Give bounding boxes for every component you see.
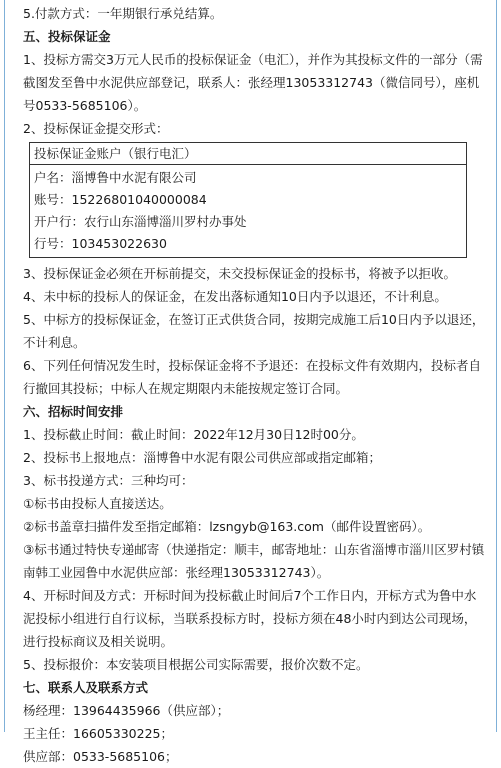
schedule-item-1: 1、投标截止时间：截止时间：2022年12月30日12时00分。 <box>23 427 364 442</box>
deposit-clause-5: 5、中标方的投标保证金，在签订正式供货合同，按期完成施工后10日内予以退还，不计利息。 <box>23 312 485 350</box>
account-bank-code: 行号：103453022630 <box>34 236 167 251</box>
section-heading-bid-deposit: 五、投标保证金 <box>23 29 111 44</box>
schedule-item-3: 3、标书投递方式：三种均可： <box>23 473 194 488</box>
deposit-clause-2: 2、投标保证金提交形式： <box>23 121 169 136</box>
contact-supply-dept: 供应部：0533-5685106； <box>23 749 178 764</box>
document-page <box>4 0 497 764</box>
deposit-account-table <box>29 142 467 258</box>
schedule-item-2: 2、投标书上报地点：淄博鲁中水泥有限公司供应部或指定邮箱； <box>23 450 381 465</box>
deposit-clause-1: 1、投标方需交3万元人民币的投标保证金（电汇），并作为其投标文件的一部分（需截图发至鲁中水泥供应部登记，联系人：张经理13053312743（微信同号），座机号0533-5685106）。 <box>23 52 483 113</box>
account-holder-name: 户名：淄博鲁中水泥有限公司 <box>34 170 197 185</box>
payment-method-line: 5.付款方式：一年期银行承兑结算。 <box>23 6 223 21</box>
account-number: 账号：15226801040000084 <box>34 192 207 207</box>
deposit-clause-4: 4、未中标的投标人的保证金，在发出落标通知10日内予以退还，不计利息。 <box>23 289 447 304</box>
contact-yang: 杨经理：13964435966（供应部）； <box>23 703 230 718</box>
section-heading-contacts: 七、联系人及联系方式 <box>23 680 149 695</box>
account-table-title: 投标保证金账户（银行电汇） <box>34 146 197 161</box>
delivery-option-3: ③标书通过特快专递邮寄（快递指定：顺丰，邮寄地址：山东省淄博市淄川区罗村镇南韩工业园鲁中水泥供应部：张经理13053312743）。 <box>23 542 485 580</box>
section-heading-schedule: 六、招标时间安排 <box>23 404 124 419</box>
account-table-body <box>30 164 466 257</box>
schedule-item-4: 4、开标时间及方式：开标时间为投标截止时间后7个工作日内，开标方式为鲁中水泥投标小组进行自行议标，当联系投标方时，投标方须在48小时内到达公司现场，进行投标商议及相关说明。 <box>23 588 477 649</box>
delivery-option-2: ②标书盖章扫描件发至指定邮箱：lzsngyb@163.com（邮件设置密码）。 <box>23 519 431 534</box>
deposit-clause-3: 3、投标保证金必须在开标前提交，未交投标保证金的投标书，将被予以拒收。 <box>23 266 456 281</box>
schedule-item-5: 5、投标报价：本安装项目根据公司实际需要，报价次数不定。 <box>23 657 369 672</box>
document-content <box>5 0 496 768</box>
account-bank: 开户行：农行山东淄博淄川罗村办事处 <box>34 214 247 229</box>
contact-wang: 王主任：16605330225； <box>23 726 173 741</box>
delivery-option-1: ①标书由投标人直接送达。 <box>23 496 172 511</box>
deposit-clause-6: 6、下列任何情况发生时，投标保证金将不予退还：在投标文件有效期内，投标者自行撤回其投标；中标人在规定期限内未能按规定签订合同。 <box>23 358 481 396</box>
